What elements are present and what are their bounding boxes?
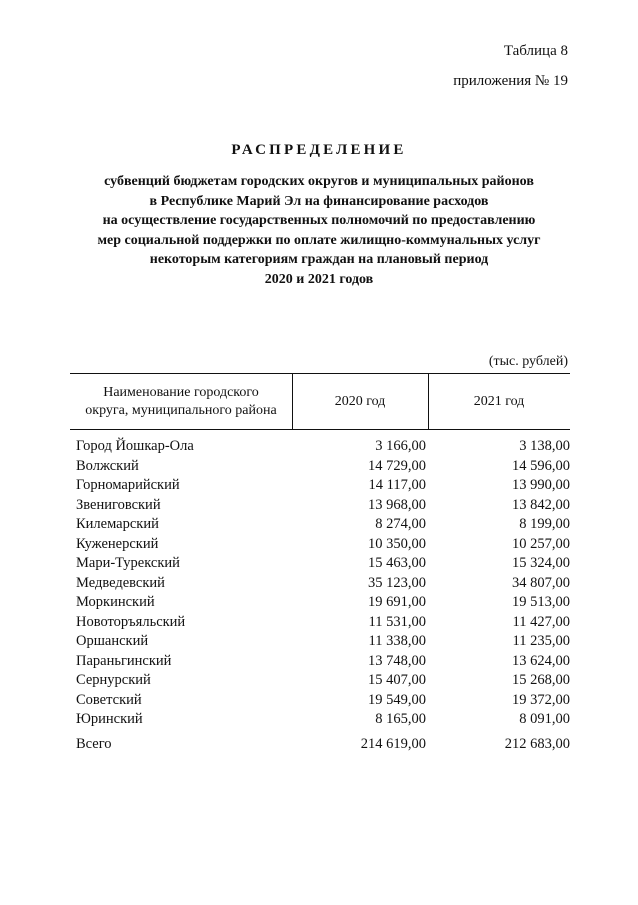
row-name: Советский: [76, 691, 142, 708]
subtitle-line: некоторым категориям граждан на плановый период: [149, 252, 489, 267]
subtitle-line: на осуществление государственных полномочий по предоставлению: [102, 213, 536, 228]
document-title: РАСПРЕДЕЛЕНИЕ: [231, 142, 407, 158]
row-name: Килемарский: [76, 516, 159, 532]
row-value-2020: 14 117,00: [368, 477, 426, 493]
table-row: [0, 633, 638, 653]
row-value-2020: 19 691,00: [368, 594, 426, 610]
row-value-2021: 19 372,00: [512, 691, 570, 708]
row-name: Новоторъяльский: [76, 613, 186, 630]
row-value-2020: 35 123,00: [368, 574, 426, 591]
row-name: Звениговский: [76, 496, 161, 513]
row-name: Параньгинский: [76, 652, 172, 669]
row-value-2020: 11 338,00: [368, 633, 426, 649]
table-reference: [453, 42, 568, 90]
row-name: Юринский: [76, 711, 143, 727]
row-value-2021: 13 624,00: [512, 652, 570, 669]
row-value-2020: 13 968,00: [368, 496, 426, 513]
column-header-name: [70, 373, 292, 430]
row-value-2021: 10 257,00: [512, 535, 570, 552]
row-name: Мари-Турекский: [76, 555, 180, 571]
row-value-2020: 11 531,00: [368, 613, 426, 630]
row-value-2021: 13 842,00: [512, 496, 570, 513]
subtitle-line: мер социальной поддержки по оплате жилищно-коммунальных услуг: [97, 232, 541, 248]
subtitle-line: в Республике Марий Эл на финансирование расходов: [149, 193, 489, 209]
row-value-2020: 3 166,00: [375, 438, 426, 454]
row-value-2021: 8 199,00: [519, 516, 570, 532]
row-value-2021: 3 138,00: [519, 438, 570, 454]
units-label: (тыс. рублей): [488, 354, 568, 369]
table-row: [0, 575, 638, 595]
column-header-2020: 2020 год: [334, 393, 386, 409]
row-value-2020: 8 165,00: [375, 711, 426, 727]
total-value-2021: 212 683,00: [504, 736, 570, 752]
row-value-2021: 34 807,00: [512, 574, 570, 591]
table-row: [0, 458, 638, 478]
row-value-2020: 14 729,00: [368, 457, 426, 474]
row-name: Город Йошкар-Ола: [76, 438, 194, 454]
table-row: [0, 516, 638, 536]
table-body: [0, 438, 638, 731]
row-name: Горномарийский: [76, 477, 180, 493]
table-row: [0, 438, 638, 458]
row-name: Сернурский: [76, 672, 151, 688]
row-value-2021: 13 990,00: [512, 477, 570, 493]
row-value-2021: 15 324,00: [512, 555, 570, 571]
row-value-2021: 8 091,00: [519, 711, 570, 727]
appendix-label: приложения № 19: [453, 73, 568, 89]
total-value-2020: 214 619,00: [360, 736, 426, 752]
row-value-2021: 15 268,00: [512, 672, 570, 688]
column-header-name-line1: Наименование городского: [103, 384, 259, 400]
subtitle-line: субвенций бюджетам городских округов и муниципальных районов: [104, 174, 534, 189]
row-name: Волжский: [76, 457, 139, 474]
table-row: [0, 672, 638, 692]
table-row: [0, 692, 638, 712]
table-row: [0, 594, 638, 614]
row-value-2020: 19 549,00: [368, 691, 426, 708]
table-row: [0, 555, 638, 575]
row-value-2020: 10 350,00: [368, 535, 426, 552]
table-row: [0, 536, 638, 556]
row-value-2021: 11 427,00: [512, 613, 570, 630]
row-value-2020: 13 748,00: [368, 652, 426, 669]
row-value-2020: 15 407,00: [368, 672, 426, 688]
table-row: [0, 497, 638, 517]
table-row: [0, 653, 638, 673]
row-value-2020: 8 274,00: [375, 516, 426, 532]
row-name: Медведевский: [76, 574, 165, 591]
subtitle-line: 2020 и 2021 годов: [264, 271, 374, 287]
total-row: [0, 736, 638, 756]
row-value-2021: 11 235,00: [512, 633, 570, 649]
total-label: Всего: [76, 736, 112, 752]
table-row: [0, 614, 638, 634]
document-subtitle: [60, 172, 578, 289]
row-name: Куженерский: [76, 535, 159, 552]
table-label: Таблица 8: [503, 43, 568, 59]
table-row: [0, 477, 638, 497]
row-value-2020: 15 463,00: [368, 555, 426, 571]
column-header-name-line2: округа, муниципального района: [85, 402, 277, 418]
row-value-2021: 14 596,00: [512, 457, 570, 474]
row-value-2021: 19 513,00: [512, 594, 570, 610]
column-header-2021: 2021 год: [473, 393, 525, 409]
row-name: Оршанский: [76, 633, 149, 649]
table-row: [0, 711, 638, 731]
row-name: Моркинский: [76, 594, 155, 610]
